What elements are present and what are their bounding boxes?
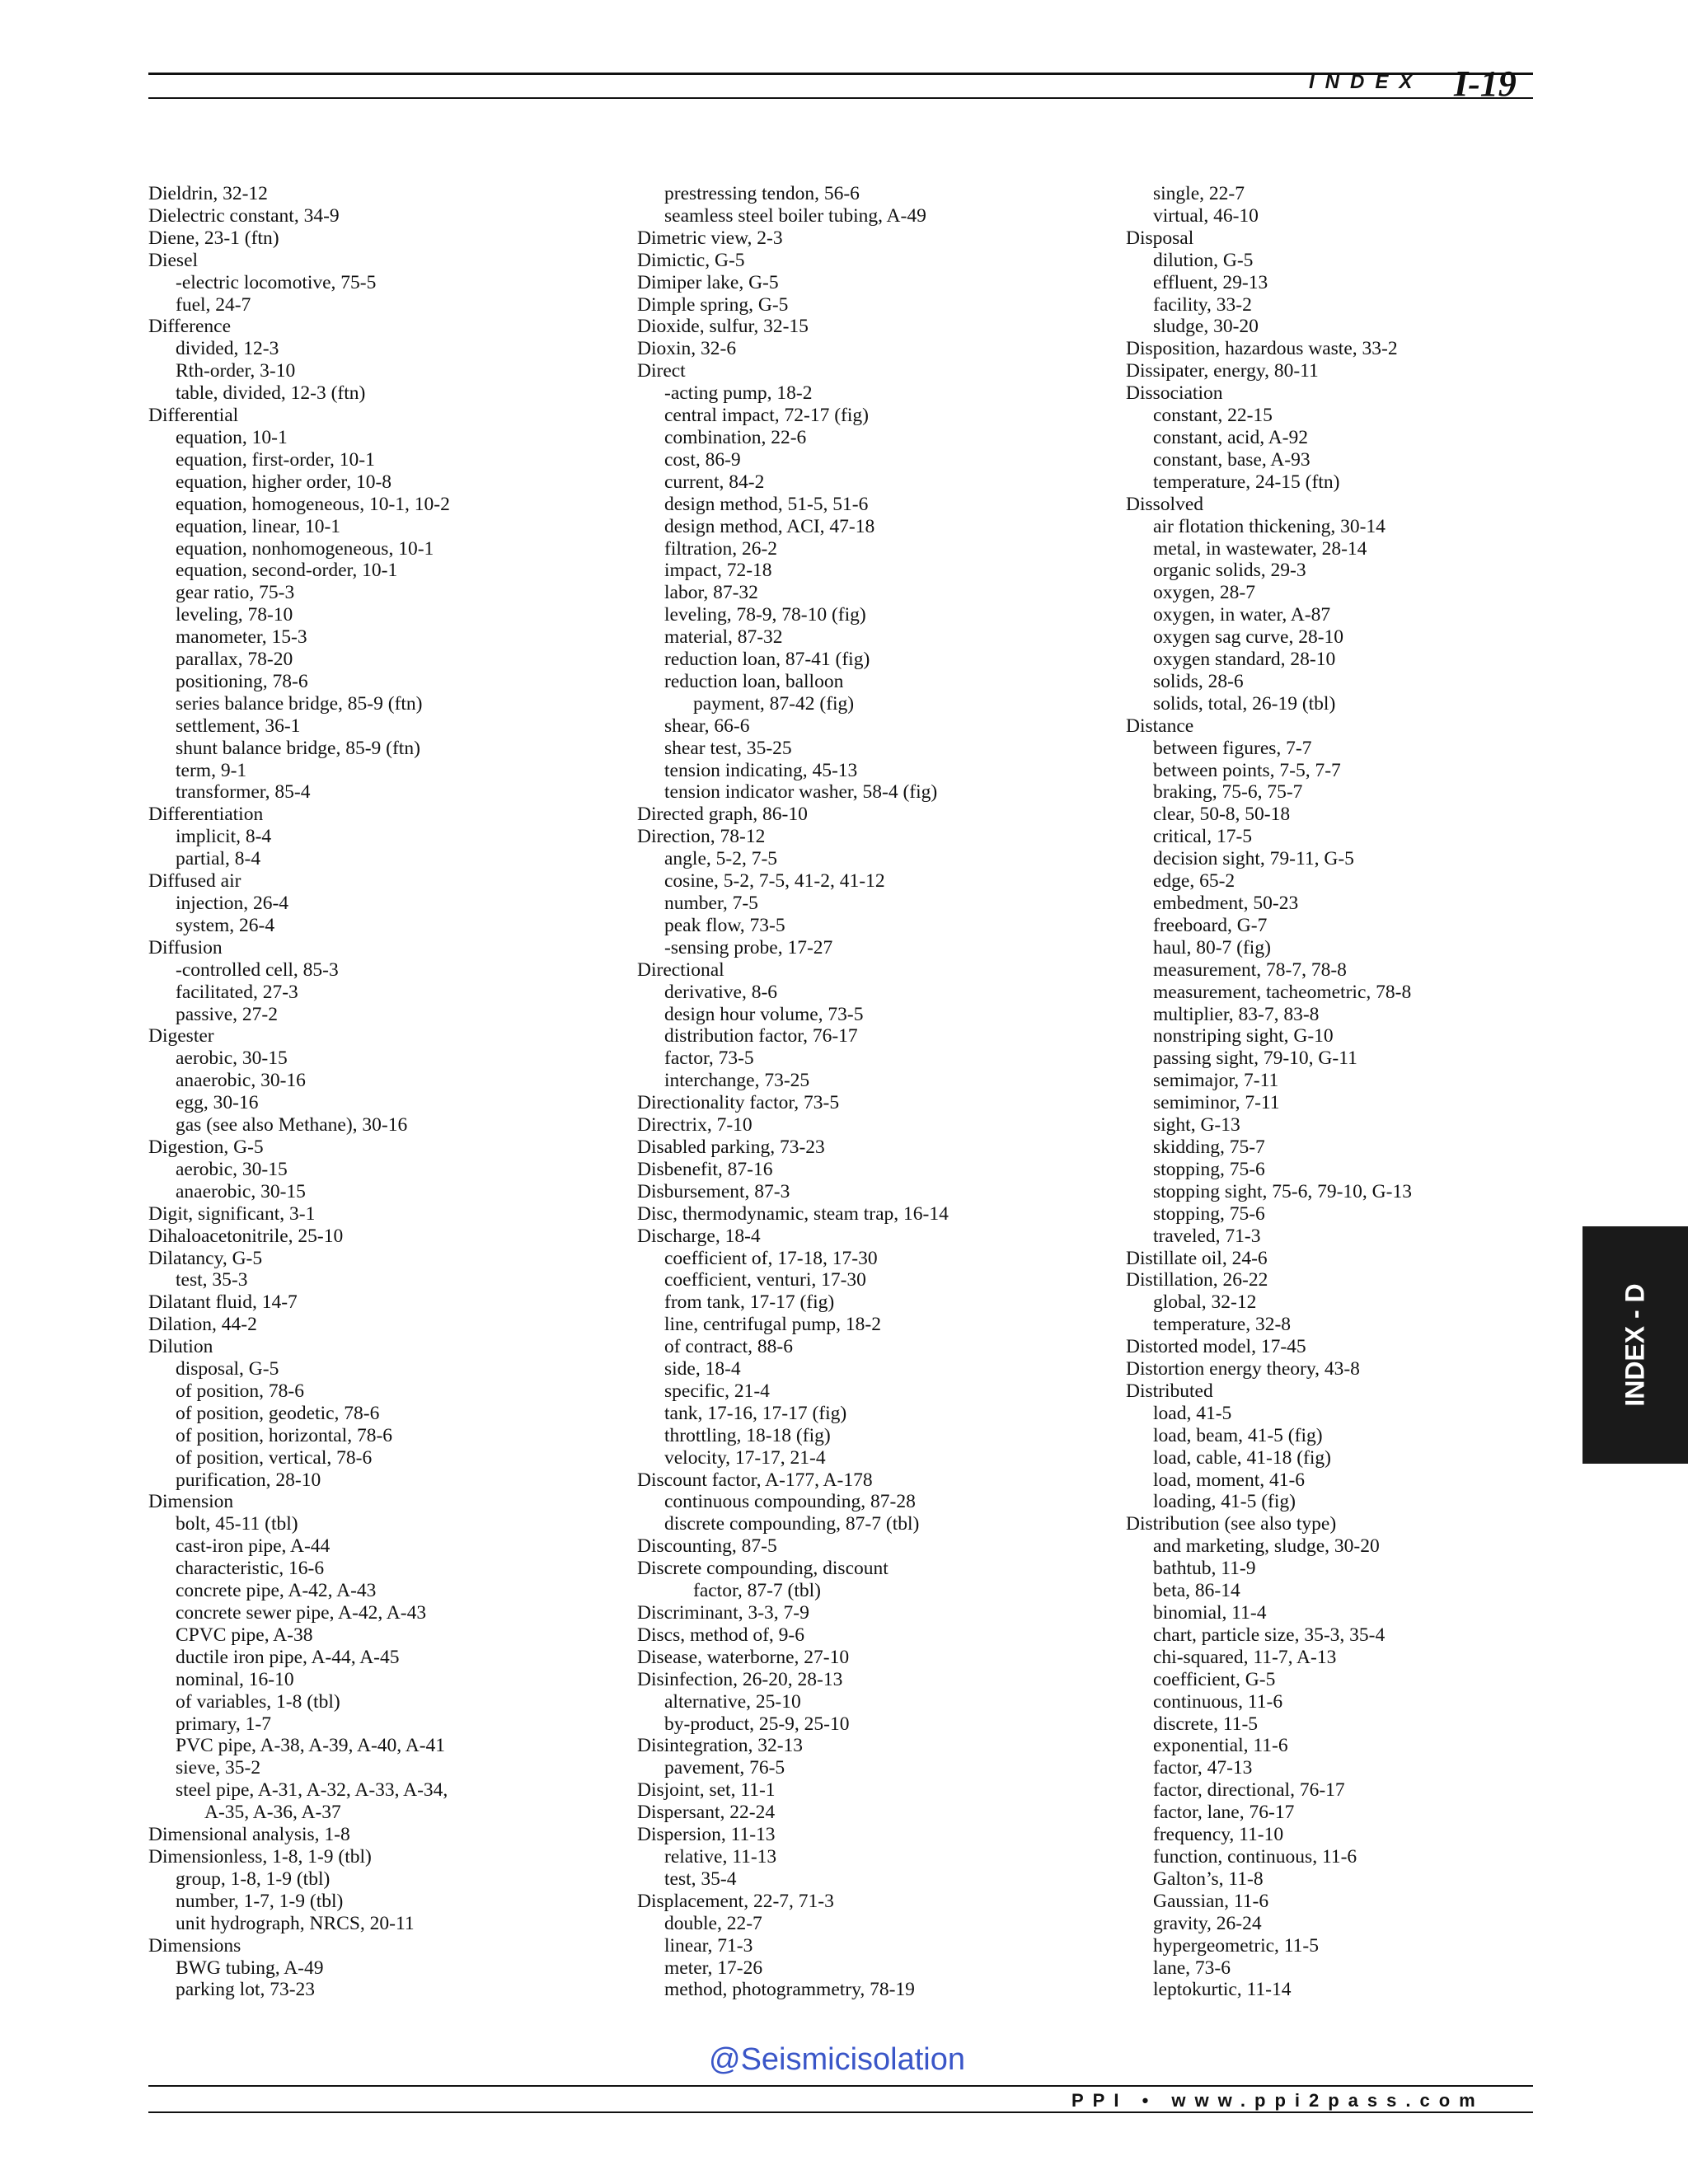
index-entry: Distance — [1126, 715, 1194, 737]
index-entry: anaerobic, 30-16 — [176, 1070, 306, 1092]
index-entry: Diene, 23-1 (ftn) — [148, 227, 279, 249]
index-entry: Dispersion, 11-13 — [637, 1824, 776, 1846]
index-entry: pavement, 76-5 — [664, 1757, 785, 1779]
index-entry: Disintegration, 32-13 — [637, 1735, 804, 1757]
index-entry: and marketing, sludge, 30-20 — [1153, 1535, 1380, 1558]
index-entry: line, centrifugal pump, 18-2 — [664, 1314, 881, 1336]
index-entry: Dimensional analysis, 1-8 — [148, 1824, 350, 1846]
index-entry: throttling, 18-18 (fig) — [664, 1424, 831, 1446]
index-entry: skidding, 75-7 — [1153, 1136, 1265, 1158]
index-entry: Dieldrin, 32-12 — [148, 183, 268, 204]
index-entry: stopping, 75-6 — [1153, 1202, 1265, 1225]
index-entry: Diesel — [148, 249, 199, 271]
index-entry: frequency, 11-10 — [1153, 1824, 1284, 1846]
index-entry: parking lot, 73-23 — [176, 1979, 316, 2001]
index-entry: facilitated, 27-3 — [176, 981, 298, 1003]
index-entry: Distributed — [1126, 1380, 1213, 1402]
index-entry: partial, 8-4 — [176, 848, 261, 870]
index-entry: passive, 27-2 — [176, 1003, 279, 1025]
index-side-tab — [1582, 1226, 1688, 1464]
index-entry: by-product, 25-9, 25-10 — [664, 1713, 850, 1735]
index-entry: Dilation, 44-2 — [148, 1314, 257, 1336]
index-entry: continuous compounding, 87-28 — [664, 1491, 916, 1513]
index-entry: solids, 28-6 — [1153, 670, 1244, 692]
index-entry: between points, 7-5, 7-7 — [1153, 759, 1341, 781]
index-entry: relative, 11-13 — [664, 1845, 777, 1868]
index-entry: purification, 28-10 — [176, 1469, 321, 1491]
index-entry: load, cable, 41-18 (fig) — [1153, 1446, 1331, 1469]
index-entry: organic solids, 29-3 — [1153, 560, 1306, 582]
index-entry: shear test, 35-25 — [664, 737, 792, 759]
index-entry: Discriminant, 3-3, 7-9 — [637, 1602, 809, 1624]
index-entry: sieve, 35-2 — [176, 1757, 261, 1779]
index-entry: Diffusion — [148, 936, 223, 958]
index-entry: coefficient of, 17-18, 17-30 — [664, 1247, 878, 1269]
index-entry: oxygen sag curve, 28-10 — [1153, 626, 1344, 649]
index-entry: labor, 87-32 — [664, 582, 758, 604]
index-entry: test, 35-3 — [176, 1269, 248, 1291]
index-entry: table, divided, 12-3 (ftn) — [176, 382, 366, 405]
watermark: @Seismicisolation — [709, 2042, 966, 2077]
index-entry: payment, 87-42 (fig) — [693, 692, 855, 715]
index-entry: equation, linear, 10-1 — [176, 515, 341, 537]
index-entry: Disbursement, 87-3 — [637, 1180, 790, 1202]
index-entry: load, 41-5 — [1153, 1402, 1232, 1424]
index-entry: air flotation thickening, 30-14 — [1153, 515, 1386, 537]
index-entry: sludge, 30-20 — [1153, 316, 1259, 338]
index-entry: Distillate oil, 24-6 — [1126, 1247, 1268, 1269]
index-entry: binomial, 11-4 — [1153, 1602, 1267, 1624]
index-entry: characteristic, 16-6 — [176, 1558, 325, 1580]
index-entry: Dimensionless, 1-8, 1-9 (tbl) — [148, 1845, 372, 1868]
index-entry: transformer, 85-4 — [176, 781, 311, 804]
index-entry: Direction, 78-12 — [637, 826, 766, 848]
index-entry: constant, acid, A-92 — [1153, 426, 1308, 448]
header-page-number: I-19 — [1454, 63, 1517, 104]
index-entry: term, 9-1 — [176, 759, 247, 781]
index-entry: solids, total, 26-19 (tbl) — [1153, 692, 1336, 715]
index-entry: equation, nonhomogeneous, 10-1 — [176, 537, 434, 560]
index-entry: Digestion, G-5 — [148, 1136, 264, 1158]
index-entry: combination, 22-6 — [664, 426, 807, 448]
index-entry: measurement, 78-7, 78-8 — [1153, 958, 1347, 981]
index-column-2 — [637, 183, 1099, 2001]
index-entry: discrete, 11-5 — [1153, 1713, 1259, 1735]
index-entry: ductile iron pipe, A-44, A-45 — [176, 1646, 400, 1668]
index-entry: constant, base, A-93 — [1153, 448, 1311, 471]
index-entry: freeboard, G-7 — [1153, 914, 1268, 936]
index-entry: chart, particle size, 35-3, 35-4 — [1153, 1624, 1386, 1646]
index-entry: Distortion energy theory, 43-8 — [1126, 1358, 1360, 1380]
index-entry: series balance bridge, 85-9 (ftn) — [176, 692, 423, 715]
index-entry: Displacement, 22-7, 71-3 — [637, 1890, 834, 1912]
index-entry: load, moment, 41-6 — [1153, 1469, 1306, 1491]
index-entry: Dimiper lake, G-5 — [637, 271, 779, 293]
index-entry: tank, 17-16, 17-17 (fig) — [664, 1402, 847, 1424]
index-entry: exponential, 11-6 — [1153, 1735, 1288, 1757]
index-entry: Dimetric view, 2-3 — [637, 227, 783, 249]
index-entry: edge, 65-2 — [1153, 870, 1236, 893]
index-entry: Distillation, 26-22 — [1126, 1269, 1268, 1291]
index-entry: system, 26-4 — [176, 914, 275, 936]
index-entry: -sensing probe, 17-27 — [664, 936, 833, 958]
index-entry: embedment, 50-23 — [1153, 893, 1299, 914]
index-entry: cosine, 5-2, 7-5, 41-2, 41-12 — [664, 870, 885, 893]
index-entry: -controlled cell, 85-3 — [176, 958, 339, 981]
index-entry: tension indicator washer, 58-4 (fig) — [664, 781, 938, 804]
index-entry: equation, first-order, 10-1 — [176, 448, 375, 471]
index-entry: primary, 1-7 — [176, 1713, 271, 1735]
index-column-1 — [148, 183, 610, 2001]
index-entry: single, 22-7 — [1153, 183, 1245, 204]
index-entry: Distorted model, 17-45 — [1126, 1336, 1306, 1358]
index-entry: concrete sewer pipe, A-42, A-43 — [176, 1602, 427, 1624]
index-entry: Discs, method of, 9-6 — [637, 1624, 804, 1646]
index-entry: double, 22-7 — [664, 1912, 762, 1934]
index-entry: implicit, 8-4 — [176, 826, 272, 848]
index-entry: PVC pipe, A-38, A-39, A-40, A-41 — [176, 1735, 446, 1757]
index-entry: linear, 71-3 — [664, 1934, 753, 1957]
index-entry: Dioxin, 32-6 — [637, 338, 737, 360]
index-entry: bolt, 45-11 (tbl) — [176, 1513, 298, 1535]
index-entry: Digester — [148, 1025, 214, 1047]
index-entry: stopping, 75-6 — [1153, 1158, 1265, 1180]
index-entry: side, 18-4 — [664, 1358, 741, 1380]
index-entry: of position, 78-6 — [176, 1380, 305, 1402]
index-entry: gravity, 26-24 — [1153, 1912, 1262, 1934]
index-entry: stopping sight, 75-6, 79-10, G-13 — [1153, 1180, 1412, 1202]
index-entry: group, 1-8, 1-9 (tbl) — [176, 1868, 331, 1890]
index-entry: load, beam, 41-5 (fig) — [1153, 1424, 1323, 1446]
index-entry: concrete pipe, A-42, A-43 — [176, 1580, 377, 1602]
index-entry: constant, 22-15 — [1153, 405, 1273, 427]
index-entry: gear ratio, 75-3 — [176, 582, 295, 604]
index-entry: global, 32-12 — [1153, 1291, 1257, 1314]
index-entry: haul, 80-7 (fig) — [1153, 936, 1271, 958]
index-entry: -electric locomotive, 75-5 — [176, 271, 377, 293]
index-entry: Disinfection, 26-20, 28-13 — [637, 1668, 843, 1690]
index-entry: cost, 86-9 — [664, 448, 741, 471]
index-entry: temperature, 24-15 (ftn) — [1153, 471, 1340, 493]
index-entry: Distribution (see also type) — [1126, 1513, 1337, 1535]
index-entry: Directionality factor, 73-5 — [637, 1092, 840, 1114]
index-entry: factor, 47-13 — [1153, 1757, 1253, 1779]
index-entry: semiminor, 7-11 — [1153, 1092, 1280, 1114]
index-entry: Dimple spring, G-5 — [637, 293, 789, 316]
index-entry: braking, 75-6, 75-7 — [1153, 781, 1303, 804]
index-entry: of variables, 1-8 (tbl) — [176, 1690, 340, 1713]
index-entry: Disjoint, set, 11-1 — [637, 1779, 776, 1802]
index-entry: egg, 30-16 — [176, 1092, 259, 1114]
index-entry: Disposal — [1126, 227, 1194, 249]
index-entry: current, 84-2 — [664, 471, 765, 493]
index-entry: between figures, 7-7 — [1153, 737, 1312, 759]
index-entry: virtual, 46-10 — [1153, 204, 1259, 227]
index-entry: Dielectric constant, 34-9 — [148, 204, 340, 227]
index-entry: shunt balance bridge, 85-9 (ftn) — [176, 737, 420, 759]
index-entry: alternative, 25-10 — [664, 1690, 801, 1713]
index-entry: factor, lane, 76-17 — [1153, 1802, 1295, 1824]
index-entry: aerobic, 30-15 — [176, 1047, 288, 1070]
index-entry: factor, 73-5 — [664, 1047, 754, 1070]
index-entry: manometer, 15-3 — [176, 626, 307, 649]
index-entry: Discounting, 87-5 — [637, 1535, 777, 1558]
index-entry: passing sight, 79-10, G-11 — [1153, 1047, 1357, 1070]
index-entry: Disc, thermodynamic, steam trap, 16-14 — [637, 1202, 949, 1225]
index-entry: method, photogrammetry, 78-19 — [664, 1979, 915, 2001]
index-entry: reduction loan, 87-41 (fig) — [664, 649, 870, 671]
index-entry: Dihaloacetonitrile, 25-10 — [148, 1225, 344, 1247]
index-entry: Dispersant, 22-24 — [637, 1802, 776, 1824]
index-entry: fuel, 24-7 — [176, 293, 251, 316]
index-entry: material, 87-32 — [664, 626, 783, 649]
index-entry: nonstriping sight, G-10 — [1153, 1025, 1334, 1047]
index-entry: tension indicating, 45-13 — [664, 759, 858, 781]
index-entry: central impact, 72-17 (fig) — [664, 405, 869, 427]
index-entry: parallax, 78-20 — [176, 649, 293, 671]
index-entry: bathtub, 11-9 — [1153, 1558, 1256, 1580]
index-entry: Dissipater, energy, 80-11 — [1126, 360, 1319, 382]
index-entry: Directional — [637, 958, 724, 981]
index-entry: meter, 17-26 — [664, 1957, 763, 1979]
index-entry: filtration, 26-2 — [664, 537, 778, 560]
index-entry: steel pipe, A-31, A-32, A-33, A-34, — [176, 1779, 448, 1802]
index-entry: hypergeometric, 11-5 — [1153, 1934, 1319, 1957]
index-entry: interchange, 73-25 — [664, 1070, 810, 1092]
index-entry: effluent, 29-13 — [1153, 271, 1268, 293]
index-entry: test, 35-4 — [664, 1868, 737, 1890]
index-entry: design method, 51-5, 51-6 — [664, 493, 869, 515]
index-entry: specific, 21-4 — [664, 1380, 770, 1402]
index-entry: Disposition, hazardous waste, 33-2 — [1126, 338, 1398, 360]
index-entry: derivative, 8-6 — [664, 981, 778, 1003]
index-entry: Directed graph, 86-10 — [637, 804, 808, 826]
index-entry: Differential — [148, 405, 239, 427]
index-entry: coefficient, venturi, 17-30 — [664, 1269, 866, 1291]
index-entry: equation, homogeneous, 10-1, 10-2 — [176, 493, 450, 515]
index-entry: chi-squared, 11-7, A-13 — [1153, 1646, 1337, 1668]
index-entry: unit hydrograph, NRCS, 20-11 — [176, 1912, 415, 1934]
side-tab-label: INDEX - D — [1620, 1283, 1650, 1407]
index-entry: velocity, 17-17, 21-4 — [664, 1446, 826, 1469]
index-entry: gas (see also Methane), 30-16 — [176, 1114, 408, 1137]
index-entry: distribution factor, 76-17 — [664, 1025, 858, 1047]
index-entry: Dilution — [148, 1336, 213, 1358]
index-entry: Difference — [148, 316, 232, 338]
index-entry: Discharge, 18-4 — [637, 1225, 761, 1247]
index-entry: Discrete compounding, discount — [637, 1558, 889, 1580]
index-entry: Rth-order, 3-10 — [176, 360, 296, 382]
index-entry: Galton’s, 11-8 — [1153, 1868, 1264, 1890]
index-entry: continuous, 11-6 — [1153, 1690, 1283, 1713]
index-entry: BWG tubing, A-49 — [176, 1957, 324, 1979]
header-bottom-rule — [148, 97, 1533, 99]
index-entry: Dissolved — [1126, 493, 1203, 515]
index-entry: Gaussian, 11-6 — [1153, 1890, 1269, 1912]
footer-top-rule — [148, 2085, 1533, 2087]
index-entry: decision sight, 79-11, G-5 — [1153, 848, 1354, 870]
index-entry: Dimensions — [148, 1934, 241, 1957]
index-entry: divided, 12-3 — [176, 338, 279, 360]
index-entry: Disabled parking, 73-23 — [637, 1136, 825, 1158]
index-entry: A-35, A-36, A-37 — [204, 1802, 341, 1824]
index-entry: seamless steel boiler tubing, A-49 — [664, 204, 926, 227]
index-entry: Disbenefit, 87-16 — [637, 1158, 773, 1180]
index-entry: number, 1-7, 1-9 (tbl) — [176, 1890, 344, 1912]
index-entry: clear, 50-8, 50-18 — [1153, 804, 1291, 826]
index-entry: sight, G-13 — [1153, 1114, 1240, 1137]
index-entry: cast-iron pipe, A-44 — [176, 1535, 331, 1558]
index-entry: beta, 86-14 — [1153, 1580, 1240, 1602]
index-entry: critical, 17-5 — [1153, 826, 1253, 848]
index-entry: prestressing tendon, 56-6 — [664, 183, 860, 204]
index-entry: lane, 73-6 — [1153, 1957, 1231, 1979]
index-entry: shear, 66-6 — [664, 715, 750, 737]
index-entry: oxygen standard, 28-10 — [1153, 649, 1336, 671]
index-entry: oxygen, 28-7 — [1153, 582, 1256, 604]
index-entry: equation, 10-1 — [176, 426, 288, 448]
index-entry: disposal, G-5 — [176, 1358, 279, 1380]
index-entry: equation, second-order, 10-1 — [176, 560, 398, 582]
index-entry: injection, 26-4 — [176, 893, 289, 914]
index-column-3 — [1126, 183, 1554, 2001]
index-entry: of position, horizontal, 78-6 — [176, 1424, 393, 1446]
index-entry: Dissociation — [1126, 382, 1223, 405]
index-entry: settlement, 36-1 — [176, 715, 301, 737]
index-entry: from tank, 17-17 (fig) — [664, 1291, 835, 1314]
index-entry: aerobic, 30-15 — [176, 1158, 288, 1180]
index-entry: impact, 72-18 — [664, 560, 772, 582]
footer-publisher: PPI • www.ppi2pass.com — [1071, 2090, 1484, 2111]
index-entry: design hour volume, 73-5 — [664, 1003, 864, 1025]
index-entry: Disease, waterborne, 27-10 — [637, 1646, 850, 1668]
index-entry: -acting pump, 18-2 — [664, 382, 813, 405]
index-entry: leveling, 78-10 — [176, 604, 293, 626]
index-entry: peak flow, 73-5 — [664, 914, 785, 936]
index-entry: Digit, significant, 3-1 — [148, 1202, 316, 1225]
index-entry: of contract, 88-6 — [664, 1336, 793, 1358]
index-entry: Dimictic, G-5 — [637, 249, 745, 271]
index-entry: measurement, tacheometric, 78-8 — [1153, 981, 1412, 1003]
header-section-label: INDEX — [1309, 71, 1423, 93]
index-entry: leptokurtic, 11-14 — [1153, 1979, 1292, 2001]
index-entry: Directrix, 7-10 — [637, 1114, 753, 1137]
index-entry: discrete compounding, 87-7 (tbl) — [664, 1513, 920, 1535]
footer-bottom-rule — [148, 2111, 1533, 2113]
index-entry: Dilatant fluid, 14-7 — [148, 1291, 298, 1314]
index-entry: Dilatancy, G-5 — [148, 1247, 263, 1269]
index-entry: CPVC pipe, A-38 — [176, 1624, 313, 1646]
index-entry: coefficient, G-5 — [1153, 1668, 1276, 1690]
index-entry: function, continuous, 11-6 — [1153, 1845, 1357, 1868]
index-entry: positioning, 78-6 — [176, 670, 308, 692]
index-entry: design method, ACI, 47-18 — [664, 515, 875, 537]
index-entry: reduction loan, balloon — [664, 670, 844, 692]
index-entry: factor, directional, 76-17 — [1153, 1779, 1345, 1802]
index-entry: equation, higher order, 10-8 — [176, 471, 392, 493]
index-entry: factor, 87-7 (tbl) — [693, 1580, 822, 1602]
index-entry: metal, in wastewater, 28-14 — [1153, 537, 1367, 560]
index-entry: number, 7-5 — [664, 893, 758, 914]
index-entry: of position, vertical, 78-6 — [176, 1446, 373, 1469]
index-entry: Dimension — [148, 1491, 234, 1513]
index-entry: Dioxide, sulfur, 32-15 — [637, 316, 809, 338]
index-entry: nominal, 16-10 — [176, 1668, 294, 1690]
index-entry: traveled, 71-3 — [1153, 1225, 1261, 1247]
index-entry: facility, 33-2 — [1153, 293, 1252, 316]
index-entry: Differentiation — [148, 804, 264, 826]
index-entry: leveling, 78-9, 78-10 (fig) — [664, 604, 866, 626]
index-entry: semimajor, 7-11 — [1153, 1070, 1279, 1092]
index-entry: of position, geodetic, 78-6 — [176, 1402, 380, 1424]
index-entry: Direct — [637, 360, 686, 382]
index-entry: loading, 41-5 (fig) — [1153, 1491, 1296, 1513]
index-entry: oxygen, in water, A-87 — [1153, 604, 1331, 626]
index-entry: Discount factor, A-177, A-178 — [637, 1469, 873, 1491]
index-entry: anaerobic, 30-15 — [176, 1180, 306, 1202]
index-entry: dilution, G-5 — [1153, 249, 1254, 271]
index-entry: multiplier, 83-7, 83-8 — [1153, 1003, 1320, 1025]
index-entry: angle, 5-2, 7-5 — [664, 848, 778, 870]
index-entry: temperature, 32-8 — [1153, 1314, 1292, 1336]
index-entry: Diffused air — [148, 870, 241, 893]
